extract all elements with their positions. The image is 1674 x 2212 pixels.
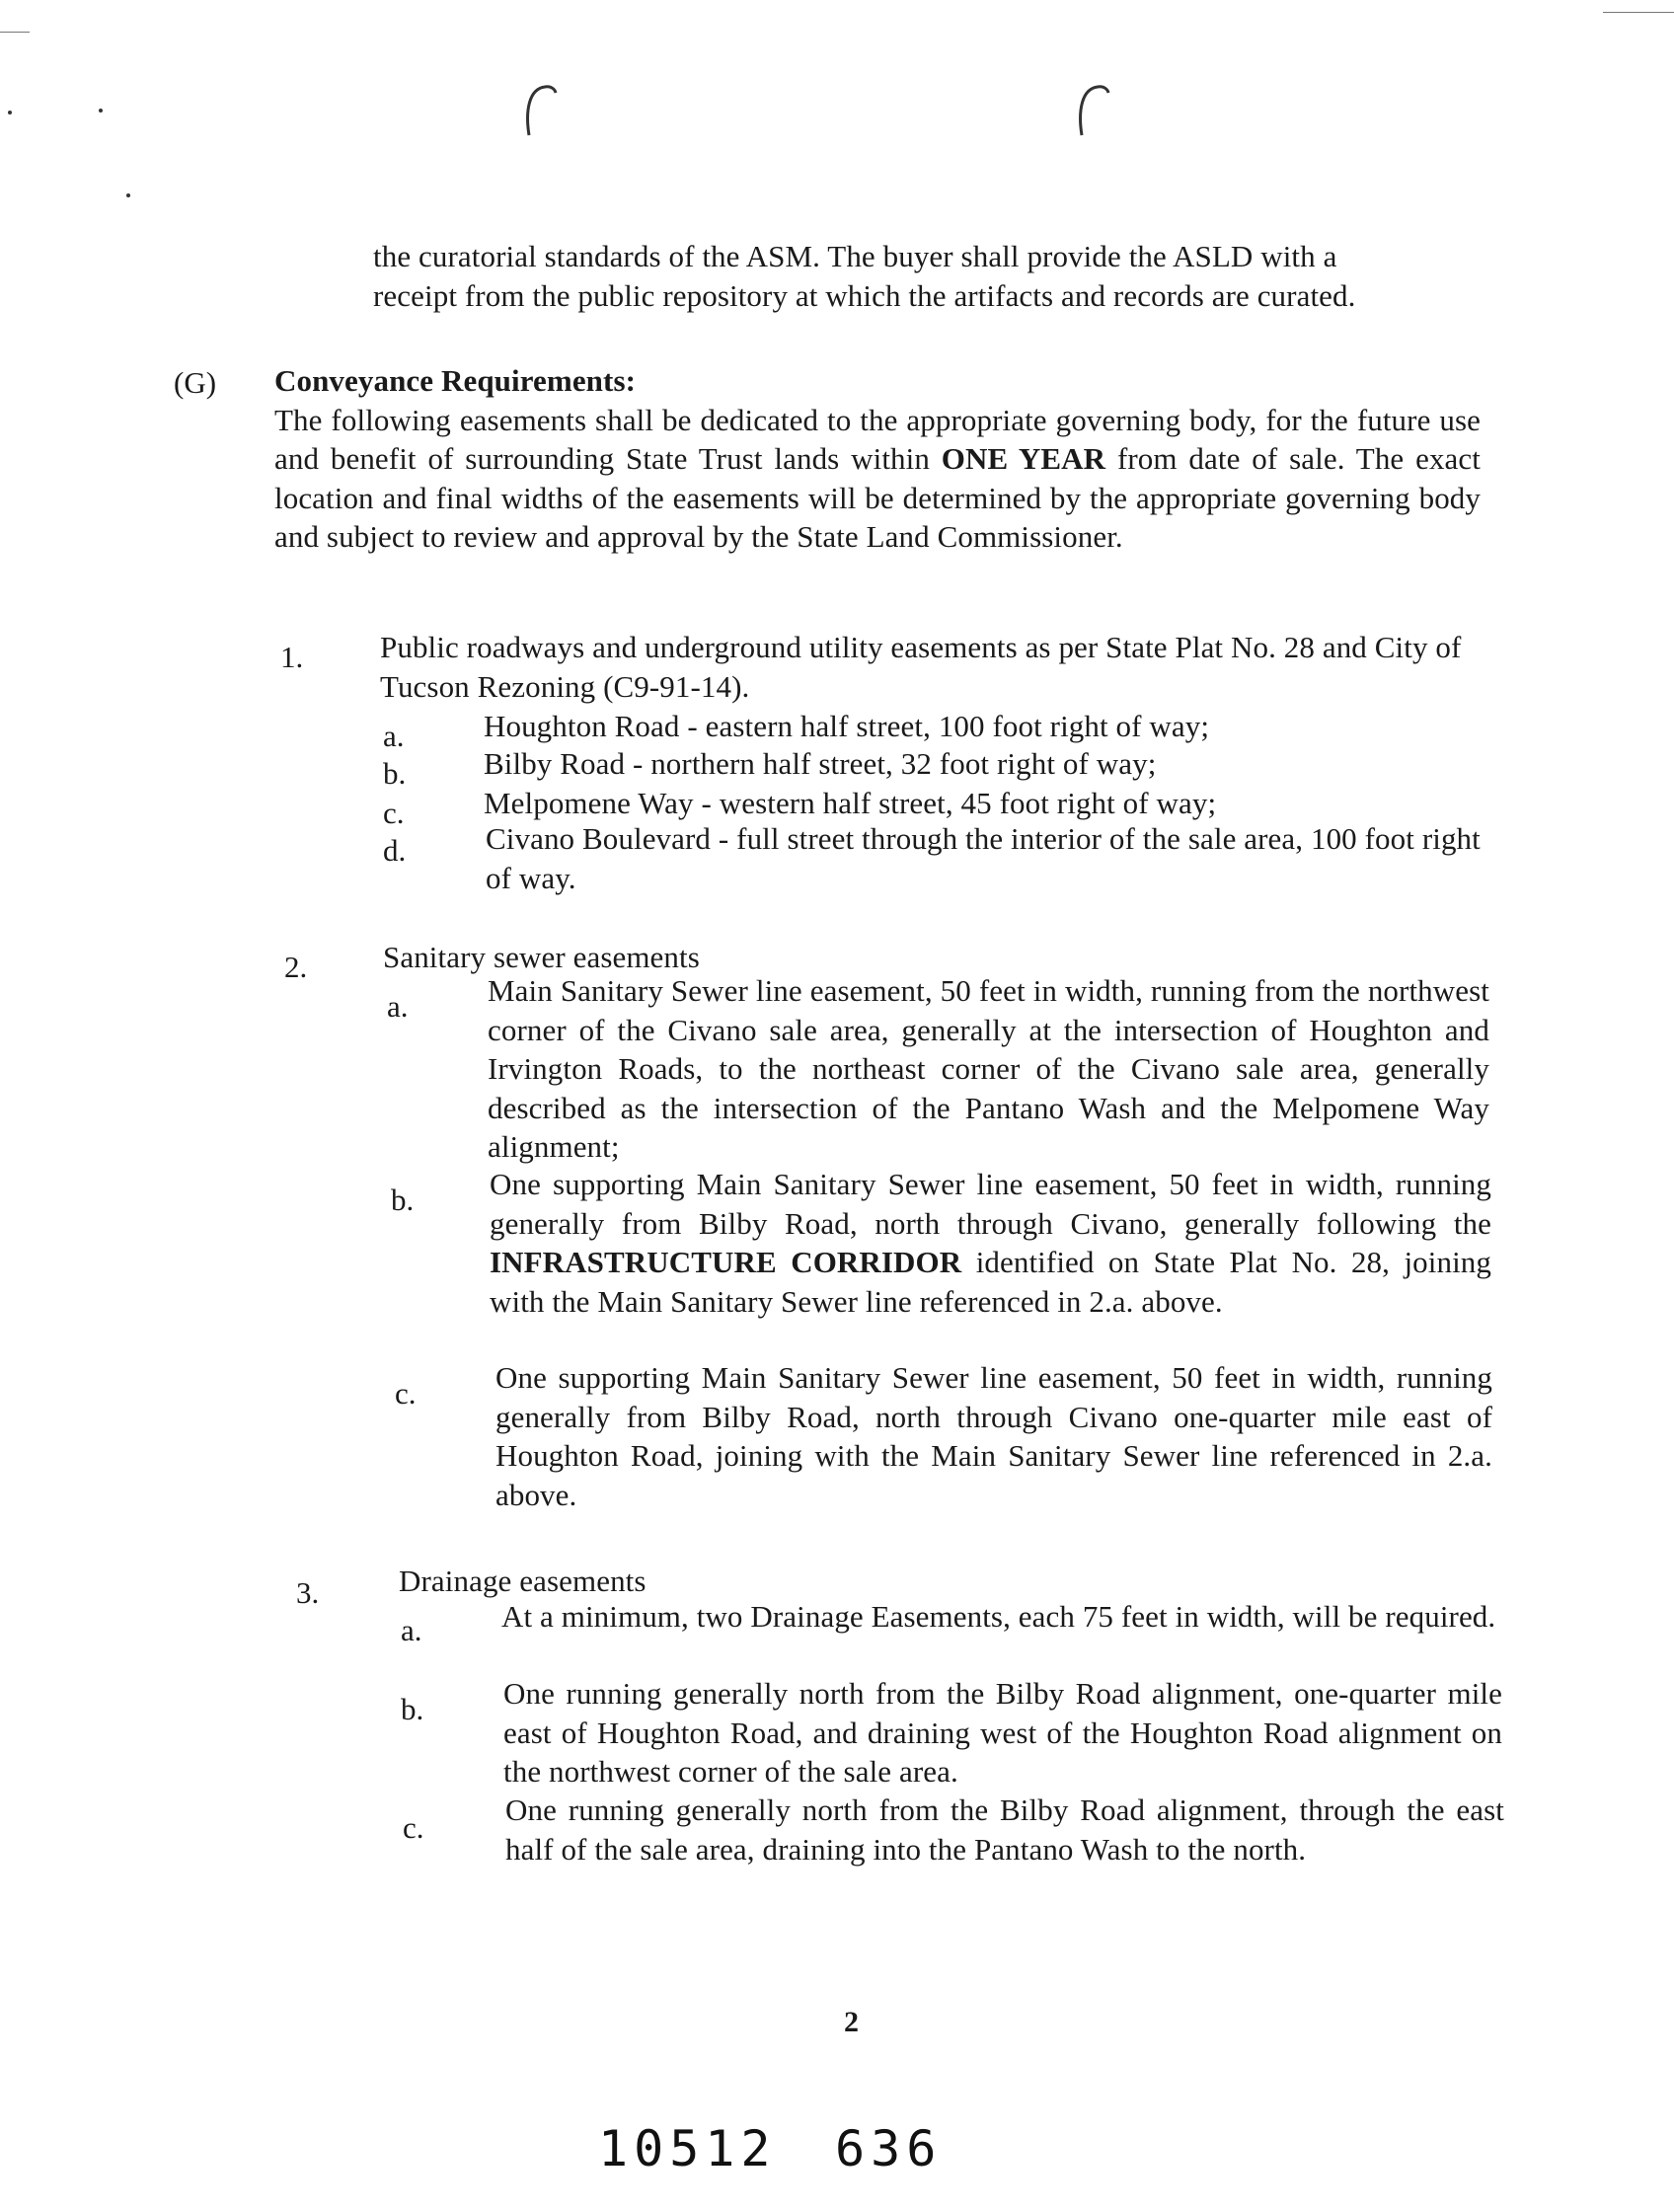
- document-stamp-right: 636: [835, 2120, 943, 2177]
- sub-item-text: One supporting Main Sanitary Sewer line easement, 50 feet in width, running generally from Bilby Road, north through Civano one-quarter mile east of Houghton Road, joining with the Main Sanitary Sewer line referenced in 2.a. above.: [495, 1360, 1492, 1512]
- intro-paragraph: [373, 237, 1498, 315]
- sub-item-text: One running generally north from the Bilby Road alignment, through the east half of the sale area, draining into the Pantano Wash to the north.: [505, 1792, 1504, 1867]
- sub-item-text: One supporting Main Sanitary Sewer line easement, 50 feet in width, running generally from Bilby Road, north through Civano, generally following the INFRASTRUCTURE CORRIDOR identified on State Plat No. 28, joining with the Main Sanitary Sewer line referenced in 2.a. above.: [490, 1167, 1491, 1319]
- scan-mark: [0, 32, 30, 33]
- section-body: The following easements shall be dedicated to the appropriate governing body, for the future use and benefit of surrounding State Trust lands within ONE YEAR from date of sale. The exact location and final widths of the easements will be determined by the appropriate governing body and subject to review and approval by the State Land Commissioner.: [274, 402, 1481, 554]
- punch-hole-mark: [1074, 81, 1113, 140]
- item-number: 1.: [280, 640, 304, 674]
- item-number: 2.: [284, 950, 308, 984]
- sub-letter: c.: [403, 1810, 424, 1845]
- section-g-block: [274, 361, 1481, 557]
- scan-dot: [99, 109, 103, 113]
- sub-item-text: Bilby Road - northern half street, 32 foot right of way;: [484, 746, 1157, 781]
- sub-item-text: Civano Boulevard - full street through the interior of the sale area, 100 foot right of way.: [486, 821, 1481, 895]
- sub-item-text: Melpomene Way - western half street, 45 foot right of way;: [484, 786, 1217, 820]
- item-number: 3.: [296, 1575, 320, 1610]
- scan-dot: [8, 111, 12, 114]
- sub-item-text: At a minimum, two Drainage Easements, each 75 feet in width, will be required.: [501, 1599, 1496, 1634]
- one-year-emphasis: ONE YEAR: [941, 441, 1106, 476]
- sub-letter: b.: [401, 1692, 424, 1726]
- item-title: Drainage easements: [399, 1564, 647, 1598]
- punch-hole-mark: [521, 81, 561, 140]
- sub-letter: c.: [383, 796, 405, 830]
- sub-letter: d.: [383, 833, 407, 868]
- page-number: 2: [844, 2006, 859, 2038]
- section-heading: Conveyance Requirements:: [274, 363, 637, 398]
- document-stamp-left: 10512: [598, 2120, 777, 2177]
- section-label: (G): [174, 365, 217, 400]
- scan-dot: [126, 193, 130, 197]
- sub-letter: a.: [387, 989, 409, 1024]
- item-title: Sanitary sewer easements: [383, 940, 700, 974]
- infrastructure-corridor-emphasis: INFRASTRUCTURE CORRIDOR: [490, 1245, 962, 1279]
- sub-item-text: One running generally north from the Bilby Road alignment, one-quarter mile east of Houghton Road, and draining west of the Houghton Road alignment on the northwest corner of the sale area.: [503, 1676, 1502, 1789]
- intro-line: receipt from the public repository at which the artifacts and records are curated.: [373, 277, 1356, 313]
- sub-letter: a.: [383, 719, 405, 753]
- sub-item-text: Houghton Road - eastern half street, 100 foot right of way;: [484, 709, 1210, 743]
- item-title: Public roadways and underground utility easements as per State Plat No. 28 and City of Tucson Rezoning (C9-91-14).: [380, 630, 1462, 704]
- sub-item-text: Main Sanitary Sewer line easement, 50 feet in width, running from the northwest corner of the Civano sale area, generally at the intersection of Houghton and Irvington Roads, to the northeast corner of the Civano sale area, generally described as the intersection of the Pantano Wash and the Melpomene Way alignment;: [488, 973, 1489, 1164]
- intro-line: the curatorial standards of the ASM. The buyer shall provide the ASLD with a: [373, 239, 1337, 273]
- scan-mark: [1603, 12, 1674, 13]
- sub-letter: b.: [383, 756, 407, 791]
- sub-letter: a.: [401, 1613, 422, 1647]
- sub-letter: b.: [391, 1182, 415, 1217]
- sub-letter: c.: [395, 1376, 417, 1411]
